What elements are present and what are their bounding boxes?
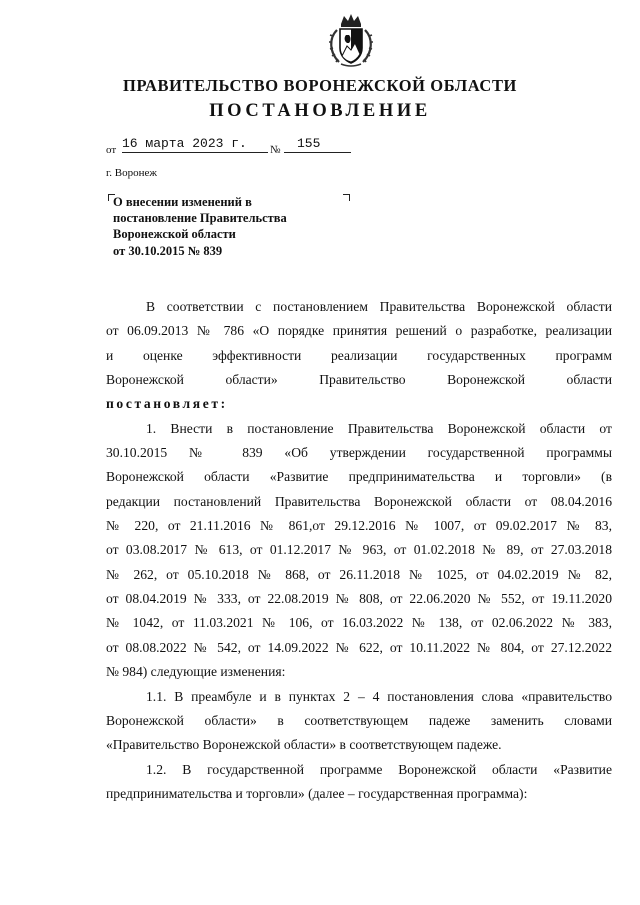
decree-word	[106, 392, 612, 416]
item-1-line: 30.10.2015 № 839 «Об утверждении государственной программы	[106, 445, 612, 461]
preamble-line: Воронежской области» Правительство Воронежской области	[106, 372, 612, 388]
preamble-line: В соответствии с постановлением Правительства Воронежской области	[146, 299, 612, 314]
item-1-line: от 03.08.2017 № 613, от 01.12.2017 № 963, от 01.02.2018 № 89, от 27.03.2018	[106, 542, 612, 558]
item-1-line: от 08.08.2022 № 542, от 14.09.2022 № 622, от 10.11.2022 № 804, от 27.12.2022	[106, 639, 612, 655]
organization-name: ПРАВИТЕЛЬСТВО ВОРОНЕЖСКОЙ ОБЛАСТИ	[123, 76, 517, 95]
item-1-line: № 984) следующие изменения:	[106, 664, 286, 680]
preamble-line: и оценке эффективности реализации государственных программ	[106, 347, 612, 363]
item-1-1-line: 1.1. В преамбуле и в пунктах 2 – 4 постановления слова «правительство	[146, 688, 612, 704]
document-date: 16 марта 2023 г.	[122, 136, 247, 151]
item-1-1-line: Воронежской области» в соответствующем падеже заменить словами	[106, 712, 612, 728]
city: г. Воронеж	[106, 167, 157, 179]
subject-line: О внесении изменений в	[113, 195, 252, 209]
item-1-line: 1. Внести в постановление Правительства Воронежской области от	[146, 420, 612, 436]
subject-line: постановление Правительства	[113, 211, 287, 226]
item-1-2-line: 1.2. В государственной программе Воронежской области «Развитие	[146, 761, 612, 777]
number-underline	[284, 152, 351, 153]
document-number: 155	[297, 136, 321, 151]
preamble-line: от 06.09.2013 № 786 «О порядке принятия решений о разработке, реализации	[106, 323, 612, 339]
document-type: ПОСТАНОВЛЕНИЕ	[209, 101, 431, 121]
item-1-line: Воронежской области «Развитие предпринимательства и торговли» (в	[106, 469, 612, 485]
item-1-line: № 1042, от 11.03.2021 № 106, от 16.03.2022 № 138, от 02.06.2022 № 383,	[106, 615, 612, 631]
item-1-line: редакции постановлений Правительства Воронежской области от 08.04.2016	[106, 493, 612, 509]
subject-line: Воронежской области	[113, 227, 236, 242]
item-1-1-line: «Правительство Воронежской области» в соответствующем падеже.	[106, 737, 502, 753]
date-underline	[122, 152, 268, 153]
number-prefix: №	[270, 144, 281, 156]
subject-line: от 30.10.2015 № 839	[113, 243, 223, 258]
item-1-2-line: предпринимательства и торговли» (далее – государственная программа):	[106, 785, 528, 801]
coat-of-arms-icon	[325, 12, 377, 68]
document-subject	[113, 194, 353, 259]
item-1-line: № 220, от 21.11.2016 № 861,от 29.12.2016 № 1007, от 09.02.2017 № 83,	[106, 518, 612, 534]
date-number-line	[106, 136, 366, 158]
item-1-line: № 262, от 05.10.2018 № 868, от 26.11.2018 № 1025, от 04.02.2019 № 82,	[106, 566, 612, 582]
document-body	[106, 295, 612, 806]
item-1-line: от 08.04.2019 № 333, от 22.08.2019 № 808, от 22.06.2020 № 552, от 19.11.2020	[106, 591, 612, 607]
decree-word-text: постановляет:	[106, 396, 228, 412]
date-prefix: от	[106, 144, 117, 156]
